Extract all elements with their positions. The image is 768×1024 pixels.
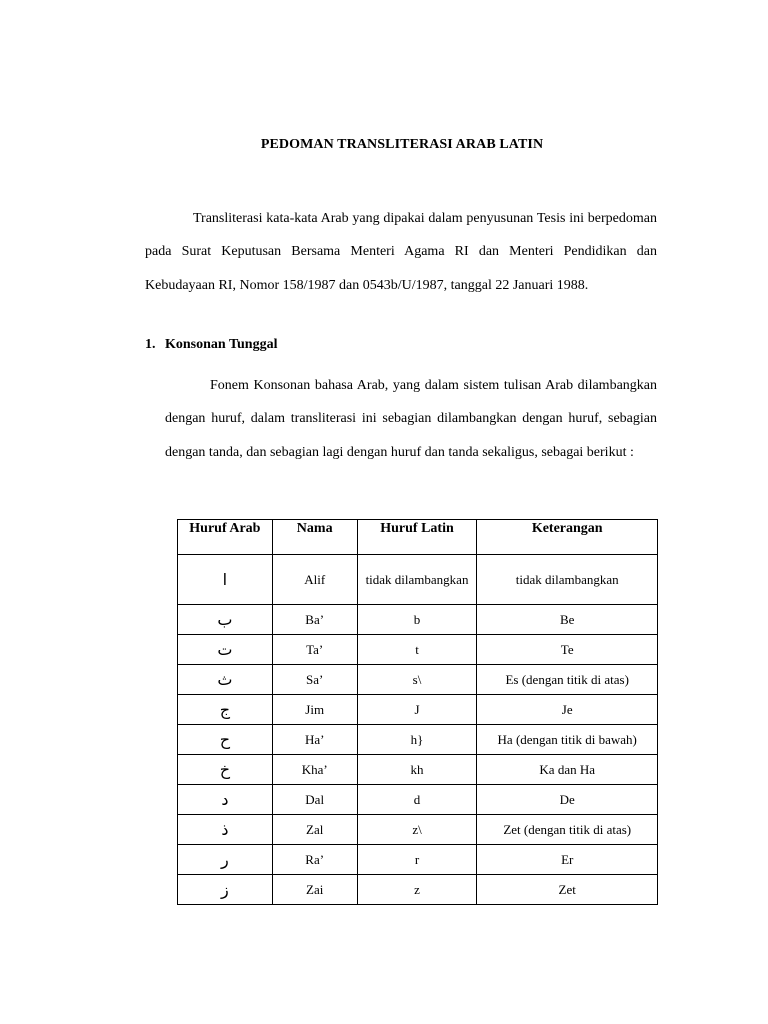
cell-nama: Dal [272, 785, 357, 815]
page-title: PEDOMAN TRANSLITERASI ARAB LATIN [260, 137, 544, 152]
cell-latin: r [357, 845, 477, 875]
cell-keterangan: De [477, 785, 658, 815]
section-number: 1. [145, 337, 156, 352]
table-row [178, 785, 658, 815]
intro-paragraph: Transliterasi kata-kata Arab yang dipakai dalam penyusunan Tesis ini berpedoman pada Surat Keputusan Bersama Menteri Agama RI dan Menteri Pendidikan dan Kebudayaan RI, Nomor 158/1987 dan 0543b/U/1987, tanggal 22 Januari 1988. [145, 211, 657, 293]
cell-nama: Kha’ [272, 755, 357, 785]
table-row [178, 875, 658, 905]
cell-keterangan: Ha (dengan titik di bawah) [477, 725, 658, 755]
cell-arab: ر [178, 845, 273, 875]
cell-nama: Zal [272, 815, 357, 845]
cell-keterangan: Zet (dengan titik di atas) [477, 815, 658, 845]
cell-keterangan: Te [477, 635, 658, 665]
cell-keterangan: Es (dengan titik di atas) [477, 665, 658, 695]
table-row [178, 605, 658, 635]
table-row [178, 815, 658, 845]
section-paragraph: Fonem Konsonan bahasa Arab, yang dalam sistem tulisan Arab dilambangkan dengan huruf, dalam transliterasi ini sebagian dilambangkan dengan huruf, sebagian dengan tanda, dan sebagian lagi dengan huruf dan tanda sekaligus, sebagai berikut : [165, 378, 657, 460]
cell-arab: ب [178, 605, 273, 635]
cell-keterangan: Je [477, 695, 658, 725]
cell-arab: ح [178, 725, 273, 755]
transliteration-table [177, 519, 658, 905]
cell-nama: Alif [272, 555, 357, 605]
cell-latin: kh [357, 755, 477, 785]
cell-latin: b [357, 605, 477, 635]
header-keterangan: Keterangan [477, 520, 658, 555]
table-row [178, 725, 658, 755]
cell-latin: t [357, 635, 477, 665]
cell-keterangan: Zet [477, 875, 658, 905]
cell-latin: z [357, 875, 477, 905]
table-row [178, 695, 658, 725]
table-header-row [178, 520, 658, 555]
cell-keterangan: tidak dilambangkan [477, 555, 658, 605]
cell-nama: Ba’ [272, 605, 357, 635]
cell-keterangan: Er [477, 845, 658, 875]
cell-keterangan: Be [477, 605, 658, 635]
table-row [178, 555, 658, 605]
table-row [178, 845, 658, 875]
cell-arab: ز [178, 875, 273, 905]
cell-arab: ث [178, 665, 273, 695]
table-row [178, 635, 658, 665]
cell-latin: d [357, 785, 477, 815]
cell-latin: h} [357, 725, 477, 755]
cell-arab: ذ [178, 815, 273, 845]
table-row [178, 755, 658, 785]
cell-nama: Ta’ [272, 635, 357, 665]
cell-arab: ت [178, 635, 273, 665]
cell-latin: z\ [357, 815, 477, 845]
section-title: Konsonan Tunggal [165, 337, 278, 352]
cell-arab: د [178, 785, 273, 815]
cell-nama: Sa’ [272, 665, 357, 695]
cell-latin: s\ [357, 665, 477, 695]
cell-nama: Jim [272, 695, 357, 725]
section-heading [145, 337, 277, 353]
table-row [178, 665, 658, 695]
header-huruf-arab: Huruf Arab [178, 520, 273, 555]
cell-nama: Ha’ [272, 725, 357, 755]
header-nama: Nama [272, 520, 357, 555]
cell-nama: Ra’ [272, 845, 357, 875]
header-huruf-latin: Huruf Latin [357, 520, 477, 555]
cell-arab: ا [178, 555, 273, 605]
cell-latin: J [357, 695, 477, 725]
cell-keterangan: Ka dan Ha [477, 755, 658, 785]
cell-arab: خ [178, 755, 273, 785]
cell-latin: tidak dilambangkan [357, 555, 477, 605]
cell-nama: Zai [272, 875, 357, 905]
cell-arab: ج [178, 695, 273, 725]
